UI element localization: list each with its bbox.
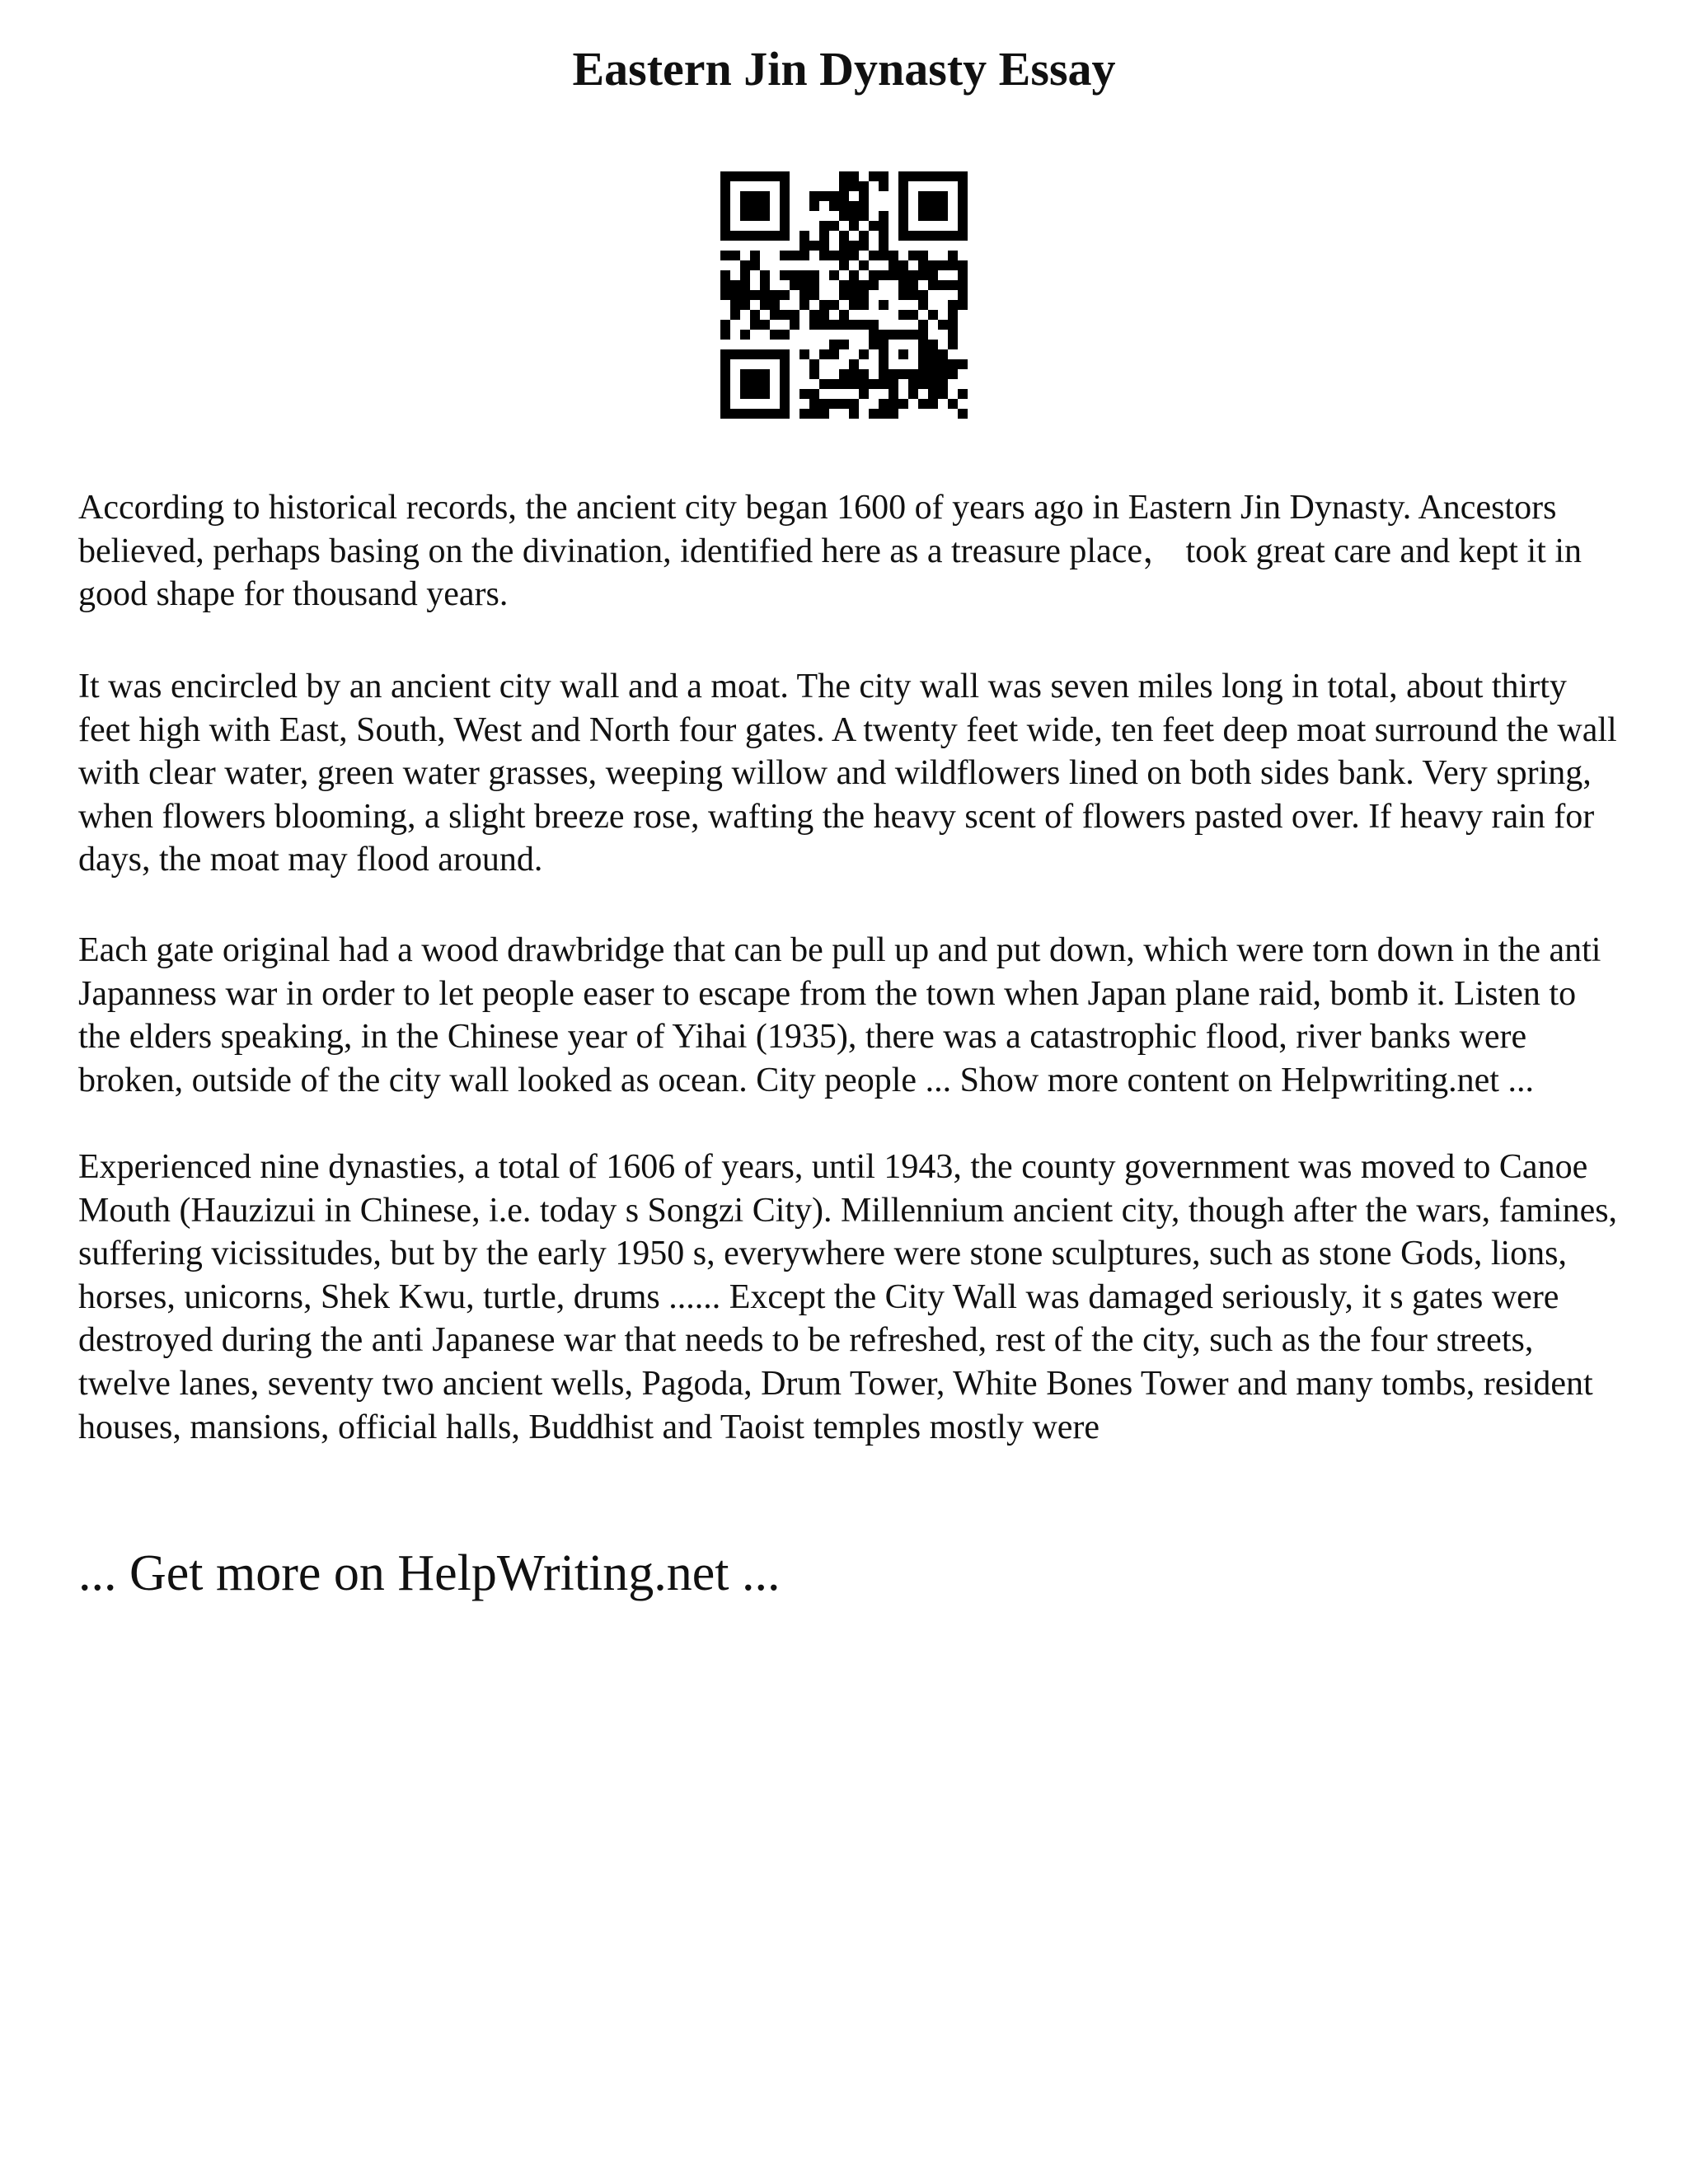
- qr-module: [849, 211, 859, 221]
- qr-module: [928, 349, 938, 359]
- qr-module: [948, 320, 958, 330]
- qr-module: [859, 211, 869, 221]
- qr-finder-core: [918, 191, 948, 221]
- qr-module: [889, 251, 898, 260]
- qr-module: [819, 231, 829, 241]
- qr-module: [819, 221, 829, 231]
- qr-align-core: [898, 349, 908, 359]
- qr-module: [928, 359, 938, 369]
- qr-module: [859, 290, 869, 300]
- qr-module: [829, 221, 839, 231]
- qr-module: [849, 369, 859, 379]
- qr-module: [799, 389, 809, 399]
- qr-module: [809, 241, 819, 251]
- qr-module: [879, 409, 889, 419]
- qr-module: [859, 369, 869, 379]
- qr-module: [839, 399, 849, 409]
- qr-module: [908, 280, 918, 290]
- qr-module: [829, 320, 839, 330]
- qr-module: [750, 290, 760, 300]
- qr-module: [770, 290, 780, 300]
- qr-module: [829, 340, 839, 349]
- qr-module: [938, 260, 948, 270]
- qr-module: [839, 191, 849, 201]
- qr-module: [780, 330, 790, 340]
- qr-module: [928, 280, 938, 290]
- qr-module: [770, 310, 780, 320]
- qr-module: [799, 290, 809, 300]
- paragraph: It was encircled by an ancient city wall and a moat. The city wall was seven miles long in total, about thirty feet high with East, South, West and North four gates. A twenty feet wide, ten feet deep moat surround the wall with clear water, green water grasses, weeping willow and wildflowers lined on both sides bank. Very spring, when flowers blooming, a slight breeze rose, wafting the heavy scent of flowers pasted over. If heavy rain for days, the moat may flood around.: [78, 668, 1617, 879]
- qr-module: [839, 260, 849, 270]
- document-title: Eastern Jin Dynasty Essay: [572, 42, 1116, 96]
- qr-module: [938, 320, 948, 330]
- qr-module: [908, 379, 918, 389]
- qr-module: [869, 330, 879, 340]
- qr-module: [928, 260, 938, 270]
- qr-module: [720, 270, 730, 280]
- qr-module: [819, 320, 829, 330]
- qr-module: [839, 201, 849, 211]
- qr-module: [809, 409, 819, 419]
- qr-module: [948, 310, 958, 320]
- qr-module: [829, 270, 839, 280]
- qr-module: [928, 369, 938, 379]
- qr-module: [819, 251, 829, 260]
- qr-module: [879, 211, 889, 221]
- qr-module: [849, 359, 859, 369]
- qr-module: [879, 300, 889, 310]
- qr-module: [898, 270, 908, 280]
- qr-module: [839, 379, 849, 389]
- qr-module: [958, 359, 968, 369]
- get-more-link[interactable]: ... Get more on HelpWriting.net ...: [78, 1545, 781, 1601]
- qr-module: [849, 221, 859, 231]
- qr-module: [948, 260, 958, 270]
- qr-finder-core: [740, 191, 770, 221]
- qr-module: [908, 389, 918, 399]
- qr-module: [799, 251, 809, 260]
- qr-module: [740, 300, 750, 310]
- qr-module: [839, 340, 849, 349]
- qr-module: [849, 320, 859, 330]
- qr-module: [809, 290, 819, 300]
- qr-module: [869, 409, 879, 419]
- qr-module: [948, 399, 958, 409]
- qr-module: [918, 399, 928, 409]
- paragraph: Experienced nine dynasties, a total of 1606 of years, until 1943, the county government was moved to Canoe Mouth (Hauzizui in Chinese, i.e. today s Songzi City). Millennium ancient city, though after the wars, famines, suffering vicissitudes, but by the early 1950 s, everywhere were stone sculptures, such as stone Gods, lions, horses, unicorns, Shek Kwu, turtle, drums ...... Except the City Wall was damaged seriously, it s gates were destroyed during the anti Japanese war that needs to be refreshed, rest of the city, such as the four streets, twelve lanes, seventy two ancient wells, Pagoda, Drum Tower, White Bones Tower and many tombs, resident houses, mansions, official halls, Buddhist and Taoist temples mostly were: [78, 1148, 1618, 1446]
- qr-module: [948, 330, 958, 340]
- qr-module: [879, 181, 889, 191]
- qr-module: [839, 280, 849, 290]
- qr-module: [859, 260, 869, 270]
- qr-module: [889, 270, 898, 280]
- qr-module: [829, 201, 839, 211]
- qr-module: [809, 399, 819, 409]
- qr-module: [720, 290, 730, 300]
- qr-module: [790, 310, 799, 320]
- qr-module: [740, 270, 750, 280]
- qr-module: [849, 409, 859, 419]
- qr-module: [898, 290, 908, 300]
- qr-module: [859, 181, 869, 191]
- qr-module: [938, 349, 948, 359]
- qr-module: [938, 379, 948, 389]
- qr-module: [918, 320, 928, 330]
- qr-module: [908, 270, 918, 280]
- qr-module: [908, 251, 918, 260]
- qr-module: [849, 171, 859, 181]
- qr-module: [859, 379, 869, 389]
- qr-module: [809, 201, 819, 211]
- qr-module: [819, 241, 829, 251]
- qr-module: [928, 389, 938, 399]
- qr-module: [889, 260, 898, 270]
- qr-module: [869, 270, 879, 280]
- qr-module: [918, 270, 928, 280]
- qr-module: [750, 251, 760, 260]
- qr-module: [780, 270, 790, 280]
- qr-module: [958, 290, 968, 300]
- qr-module: [720, 251, 730, 260]
- qr-module: [809, 369, 819, 379]
- qr-module: [819, 300, 829, 310]
- qr-module: [780, 310, 790, 320]
- qr-module: [928, 379, 938, 389]
- qr-module: [760, 300, 770, 310]
- qr-module: [928, 270, 938, 280]
- qr-module: [839, 290, 849, 300]
- qr-module: [859, 320, 869, 330]
- qr-module: [849, 270, 859, 280]
- qr-module: [750, 310, 760, 320]
- qr-module: [869, 221, 879, 231]
- qr-module: [849, 290, 859, 300]
- qr-module: [879, 399, 889, 409]
- qr-module: [948, 251, 958, 260]
- qr-module: [839, 171, 849, 181]
- qr-module: [790, 251, 799, 260]
- qr-module: [819, 191, 829, 201]
- qr-module: [938, 369, 948, 379]
- qr-module: [760, 320, 770, 330]
- qr-module: [760, 280, 770, 290]
- qr-module: [819, 379, 829, 389]
- qr-module: [839, 320, 849, 330]
- qr-module: [829, 379, 839, 389]
- qr-module: [760, 290, 770, 300]
- qr-module: [859, 191, 869, 201]
- qr-module: [898, 310, 908, 320]
- qr-module: [740, 280, 750, 290]
- qr-module: [799, 300, 809, 310]
- qr-module: [780, 251, 790, 260]
- qr-module: [819, 409, 829, 419]
- qr-module: [938, 280, 948, 290]
- qr-module: [958, 270, 968, 280]
- qr-module: [898, 280, 908, 290]
- qr-module: [889, 409, 898, 419]
- qr-module: [720, 320, 730, 330]
- qr-module: [918, 379, 928, 389]
- qr-module: [799, 349, 809, 359]
- paragraph: Each gate original had a wood drawbridge that can be pull up and put down, which were torn down in the anti Japanness war in order to let people easer to escape from the town when Japan plane raid, bomb it. Listen to the elders speaking, in the Chinese year of Yihai (1935), there was a catastrophic flood, river banks were broken, outside of the city wall looked as ocean. City people ... Show more content on Helpwriting.net ...: [78, 931, 1601, 1099]
- qr-module: [790, 320, 799, 330]
- qr-module: [958, 409, 968, 419]
- qr-module: [770, 330, 780, 340]
- qr-module: [958, 389, 968, 399]
- qr-finder-core: [740, 369, 770, 399]
- qr-module: [849, 280, 859, 290]
- qr-module: [889, 399, 898, 409]
- qr-module: [918, 260, 928, 270]
- qr-module: [859, 241, 869, 251]
- qr-module: [928, 310, 938, 320]
- qr-module: [829, 251, 839, 260]
- qr-module: [879, 241, 889, 251]
- qr-module: [918, 290, 928, 300]
- qr-module: [809, 389, 819, 399]
- qr-code-icon: [720, 171, 968, 419]
- qr-module: [720, 280, 730, 290]
- qr-module: [750, 320, 760, 330]
- qr-module: [859, 201, 869, 211]
- qr-module: [849, 251, 859, 260]
- qr-module: [819, 399, 829, 409]
- qr-module: [859, 231, 869, 241]
- qr-module: [819, 310, 829, 320]
- qr-module: [938, 389, 948, 399]
- qr-module: [799, 409, 809, 419]
- qr-module: [750, 260, 760, 270]
- qr-module: [869, 340, 879, 349]
- qr-module: [760, 270, 770, 280]
- qr-module: [839, 369, 849, 379]
- qr-module: [898, 260, 908, 270]
- qr-module: [799, 280, 809, 290]
- qr-module: [790, 280, 799, 290]
- qr-module: [898, 399, 908, 409]
- qr-module: [730, 280, 740, 290]
- qr-module: [869, 379, 879, 389]
- qr-module: [839, 251, 849, 260]
- qr-module: [730, 290, 740, 300]
- qr-module: [879, 221, 889, 231]
- qr-module: [829, 349, 839, 359]
- qr-module: [829, 191, 839, 201]
- qr-module: [849, 181, 859, 191]
- qr-module: [889, 389, 898, 399]
- qr-module: [859, 280, 869, 290]
- qr-module: [879, 379, 889, 389]
- qr-module: [809, 310, 819, 320]
- qr-module: [948, 369, 958, 379]
- qr-module: [740, 260, 750, 270]
- qr-module: [879, 171, 889, 181]
- qr-module: [839, 231, 849, 241]
- qr-module: [770, 300, 780, 310]
- paragraph: According to historical records, the ancient city began 1600 of years ago in Eastern Jin Dynasty. Ancestors believed, perhaps basing on the divination, identified here as a treasure place， took great care and kept it in good shape for thousand years.: [78, 489, 1582, 614]
- qr-module: [780, 290, 790, 300]
- qr-module: [809, 320, 819, 330]
- qr-module: [730, 310, 740, 320]
- qr-module: [859, 300, 869, 310]
- qr-module: [918, 300, 928, 310]
- qr-module: [809, 359, 819, 369]
- qr-module: [859, 389, 869, 399]
- qr-module: [879, 231, 889, 241]
- qr-module: [849, 241, 859, 251]
- qr-module: [918, 251, 928, 260]
- qr-module: [849, 201, 859, 211]
- qr-module: [958, 300, 968, 310]
- qr-module: [928, 340, 938, 349]
- qr-module: [799, 270, 809, 280]
- qr-module: [948, 340, 958, 349]
- qr-module: [869, 320, 879, 330]
- qr-module: [869, 280, 879, 290]
- qr-module: [938, 359, 948, 369]
- qr-module: [958, 260, 968, 270]
- qr-module: [849, 379, 859, 389]
- qr-module: [908, 290, 918, 300]
- qr-module: [859, 349, 869, 359]
- qr-module: [839, 211, 849, 221]
- qr-module: [720, 330, 730, 340]
- qr-module: [869, 171, 879, 181]
- qr-module: [928, 399, 938, 409]
- qr-module: [948, 300, 958, 310]
- qr-module: [869, 251, 879, 260]
- qr-module: [958, 280, 968, 290]
- qr-module: [849, 300, 859, 310]
- qr-module: [839, 241, 849, 251]
- qr-module: [740, 290, 750, 300]
- qr-module: [790, 270, 799, 280]
- qr-module: [809, 280, 819, 290]
- qr-module: [730, 251, 740, 260]
- qr-module: [889, 379, 898, 389]
- qr-module: [799, 241, 809, 251]
- qr-module: [948, 359, 958, 369]
- qr-module: [829, 399, 839, 409]
- qr-module: [948, 280, 958, 290]
- qr-module: [730, 300, 740, 310]
- qr-module: [839, 310, 849, 320]
- qr-module: [908, 310, 918, 320]
- qr-module: [879, 251, 889, 260]
- qr-module: [819, 349, 829, 359]
- qr-module: [839, 181, 849, 191]
- qr-module: [829, 300, 839, 310]
- qr-module: [849, 399, 859, 409]
- qr-module: [879, 270, 889, 280]
- qr-module: [799, 231, 809, 241]
- qr-module: [809, 270, 819, 280]
- qr-module: [809, 191, 819, 201]
- qr-module: [740, 330, 750, 340]
